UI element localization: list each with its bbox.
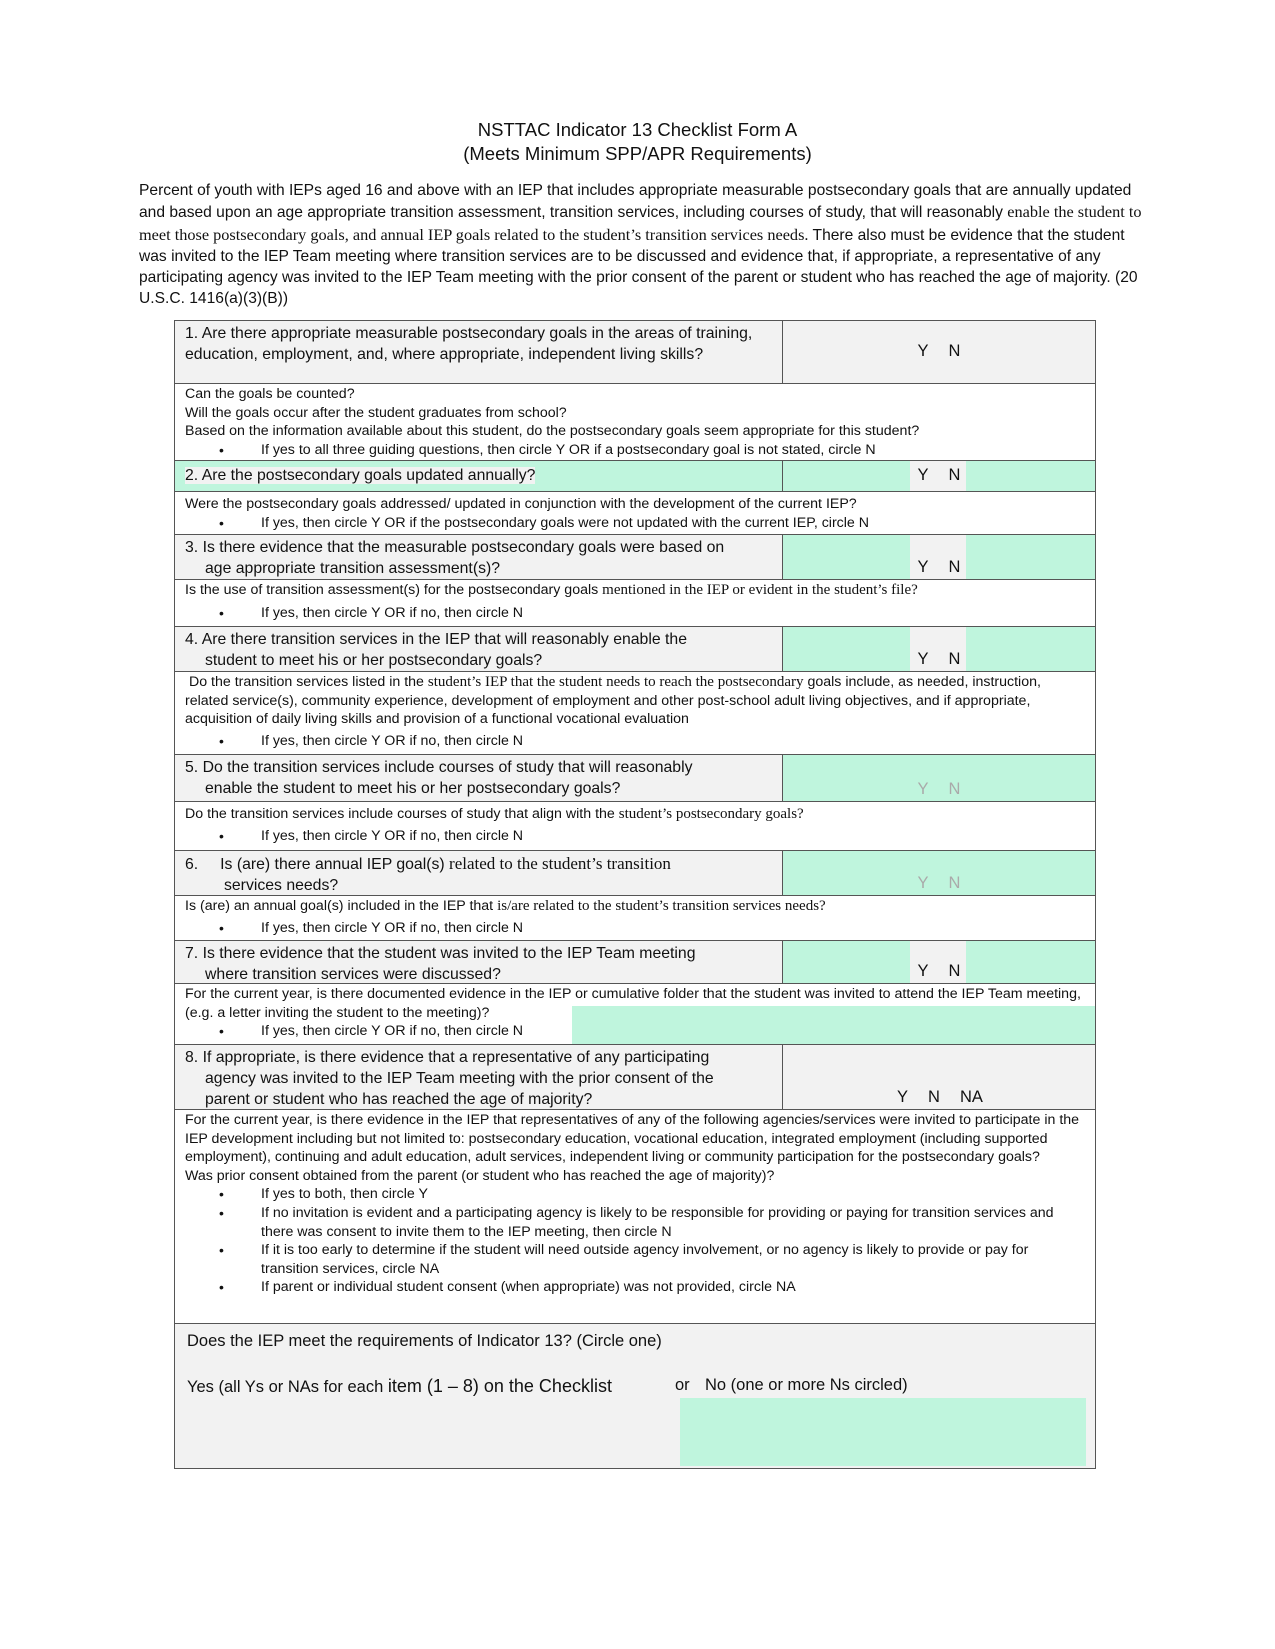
question-4-line2: student to meet his or her postsecondary goals? xyxy=(205,652,543,669)
answer-y[interactable]: Y xyxy=(917,341,929,360)
question-7-line1: 7. Is there evidence that the student was invited to the IEP Team meeting xyxy=(185,945,696,962)
guide-4-bullet: • If yes, then circle Y OR if no, then circle N xyxy=(233,732,1087,751)
guide-2-line: Were the postsecondary goals addressed/ updated in conjunction with the development of the current IEP? xyxy=(185,496,857,512)
guide-row-8 xyxy=(175,1110,1095,1323)
answer-cell-4[interactable] xyxy=(783,627,1095,671)
answer-y[interactable]: Y xyxy=(917,465,929,484)
question-6-text-a: Is (are) there annual IEP goal(s) xyxy=(220,856,445,873)
answer-y[interactable]: Y xyxy=(917,962,929,980)
question-3-text xyxy=(175,535,783,579)
guide-6-line xyxy=(185,897,1087,916)
question-6-number: 6. xyxy=(185,856,199,873)
answer-options-3[interactable] xyxy=(908,558,971,577)
answer-options-6[interactable] xyxy=(908,874,971,893)
question-row-7 xyxy=(175,941,1095,984)
answer-n[interactable]: N xyxy=(948,874,961,892)
guide-4-text-c: goals include, as needed, instruction, related service(s), community experience, development of employment and other post-school adult living objectives, and if appropriate, acquisition of daily living skills and provision of a functional vocational evaluation xyxy=(185,674,1041,728)
guide-5-text-a: Do the transition services include courses of study that align with the xyxy=(185,806,615,822)
answer-cell-7[interactable] xyxy=(783,941,1095,983)
guide-1-bullet: • If yes to all three guiding questions, then circle Y OR if a postsecondary goal is not stated, circle N xyxy=(233,441,1087,460)
question-8-line3: parent or student who has reached the age of majority? xyxy=(205,1091,593,1108)
guide-3-line xyxy=(185,581,1087,600)
guide-8-paragraph: For the current year, is there evidence in the IEP that representatives of any of the following agencies/services were invited to participate in the IEP development including but not limited to: postsecondary education, vocational education, integrated employment (including supported employment), continuing and adult education, adult services, independent living or community participation for the postsecondary goals? xyxy=(185,1112,1080,1166)
guide-row-5 xyxy=(175,802,1095,851)
guide-1-line: Will the goals occur after the student graduates from school? xyxy=(185,404,567,421)
question-5-text xyxy=(175,755,783,801)
intro-part2: enable the student to meet those postsecondary goals, and annual IEP goals related to the student’s transition services needs. xyxy=(139,202,1142,244)
question-7-text xyxy=(175,941,783,983)
guide-4-text-b: student’s IEP that the student needs to reach the postsecondary xyxy=(427,674,804,690)
final-or: or xyxy=(675,1376,690,1394)
question-1-text: 1. Are there appropriate measurable postsecondary goals in the areas of training, education, employment, and, where appropriate, independent living skills? xyxy=(175,321,783,383)
answer-options-1[interactable] xyxy=(908,342,971,361)
answer-cell-8[interactable] xyxy=(783,1045,1095,1109)
question-4-line1: 4. Are there transition services in the IEP that will reasonably enable the xyxy=(185,631,687,648)
answer-options-5[interactable] xyxy=(908,780,971,799)
guide-7-line: For the current year, is there documented evidence in the IEP or cumulative folder that the student was invited to attend the IEP Team meeting, (e.g. a letter inviting the student to the meeting)? xyxy=(185,986,1081,1021)
answer-y[interactable]: Y xyxy=(917,780,929,798)
answer-cell-3[interactable] xyxy=(783,535,1095,579)
question-row-1 xyxy=(175,321,1095,384)
answer-n[interactable]: N xyxy=(948,558,961,576)
guide-8-bullet: • If yes to both, then circle Y xyxy=(233,1185,1087,1204)
question-5-line1: 5. Do the transition services include courses of study that will reasonably xyxy=(185,759,693,776)
answer-y[interactable]: Y xyxy=(897,1088,909,1106)
guide-row-3 xyxy=(175,580,1095,627)
guide-8-bullet: • If no invitation is evident and a participating agency is likely to be responsible for providing or paying for transition services and there was consent to invite them to the IEP meeting, then circle N xyxy=(233,1204,1087,1241)
guide-6-text-b: is/are related to the student’s transition services needs? xyxy=(497,898,826,914)
guide-6-bullet: • If yes, then circle Y OR if no, then circle N xyxy=(233,919,1087,938)
guide-row-6 xyxy=(175,896,1095,941)
final-question: Does the IEP meet the requirements of Indicator 13? (Circle one) xyxy=(187,1332,662,1350)
question-row-2 xyxy=(175,461,1095,492)
guide-8-consent: Was prior consent obtained from the parent (or student who has reached the age of majority)? xyxy=(185,1167,775,1184)
final-no-option[interactable]: No (one or more Ns circled) xyxy=(705,1376,908,1394)
guide-4-text-a: Do the transition services listed in the xyxy=(188,674,424,690)
final-answer-area[interactable] xyxy=(680,1398,1086,1466)
question-8-text xyxy=(175,1045,783,1109)
answer-options-8[interactable] xyxy=(887,1088,993,1107)
question-6-line1 xyxy=(185,853,774,875)
question-row-8 xyxy=(175,1045,1095,1110)
answer-options-2[interactable] xyxy=(908,466,971,485)
guide-1-line: Can the goals be counted? xyxy=(185,386,355,402)
guide-3-text-a: Is the use of transition assessment(s) for the postsecondary goals xyxy=(185,582,599,598)
answer-y[interactable]: Y xyxy=(917,558,929,576)
guide-row-2 xyxy=(175,492,1095,535)
final-determination xyxy=(175,1323,1095,1468)
answer-n[interactable]: N xyxy=(948,465,961,484)
question-2-text xyxy=(175,461,783,491)
question-4-text xyxy=(175,627,783,671)
final-yes-option[interactable] xyxy=(187,1376,612,1397)
guide-5-text-b: student’s postsecondary goals? xyxy=(618,806,804,822)
question-3-line1: 3. Is there evidence that the measurable postsecondary goals were based on xyxy=(185,539,725,556)
final-yes-text-a: Yes (all Ys or NAs for each xyxy=(187,1378,384,1396)
guide-7-bullet: • If yes, then circle Y OR if no, then circle N xyxy=(233,1022,1087,1041)
answer-na[interactable]: NA xyxy=(959,1088,983,1106)
answer-cell-1[interactable] xyxy=(783,321,1095,383)
page-title: NSTTAC Indicator 13 Checklist Form A xyxy=(477,119,798,140)
answer-n[interactable]: N xyxy=(948,341,961,360)
question-6-line2: services needs? xyxy=(224,877,339,894)
guide-1-line: Based on the information available about this student, do the postsecondary goals seem appropriate for this student? xyxy=(185,423,920,440)
guide-5-line xyxy=(185,805,1087,824)
answer-y[interactable]: Y xyxy=(917,874,929,892)
question-2-label: 2. Are the postsecondary goals updated annually? xyxy=(185,467,536,484)
form-header xyxy=(0,118,1275,166)
guide-8-bullet: • If it is too early to determine if the student will need outside agency involvement, or no agency is likely to provide or pay for transition services, circle NA xyxy=(233,1241,1087,1278)
answer-y[interactable]: Y xyxy=(917,650,929,668)
guide-6-text-a: Is (are) an annual goal(s) included in the IEP that xyxy=(185,898,494,914)
answer-n[interactable]: N xyxy=(948,962,961,980)
answer-n[interactable]: N xyxy=(948,780,961,798)
intro-part3: There also must be evidence that the student was invited to the IEP Team meeting where transition services are to be discussed and evidence that, if appropriate, a representative of any participating agency was invited to the IEP Team meeting with the prior consent of the parent or student who has reached the age of majority. (20 U.S.C. 1416(a)(3)(B)) xyxy=(139,226,1138,308)
guide-row-7 xyxy=(175,984,1095,1045)
guide-row-4 xyxy=(175,672,1095,755)
question-5-line2: enable the student to meet his or her postsecondary goals? xyxy=(205,780,621,797)
question-6-text-b: related to the student’s transition xyxy=(449,854,671,873)
guide-3-bullet: • If yes, then circle Y OR if no, then circle N xyxy=(233,604,1087,623)
intro-part1: Percent of youth with IEPs aged 16 and above with an IEP that includes appropriate measurable postsecondary goals that are annually updated and based upon an age appropriate transition assessment, transition services, including courses of study, that will reasonably xyxy=(139,182,1132,222)
answer-n[interactable]: N xyxy=(928,1088,940,1106)
question-row-6 xyxy=(175,851,1095,896)
answer-cell-5[interactable] xyxy=(783,755,1095,801)
answer-options-4[interactable] xyxy=(908,650,971,669)
guide-4-paragraph xyxy=(185,673,1087,729)
guide-row-1 xyxy=(175,384,1095,461)
answer-cell-2[interactable] xyxy=(783,461,1095,491)
question-7-line2: where transition services were discussed? xyxy=(205,966,501,983)
question-3-line2: age appropriate transition assessment(s)? xyxy=(205,560,501,577)
guide-8-bullet: • If parent or individual student consent (when appropriate) was not provided, circle NA xyxy=(233,1278,1087,1297)
question-row-3 xyxy=(175,535,1095,580)
guide-5-bullet: • If yes, then circle Y OR if no, then circle N xyxy=(233,827,1087,846)
answer-cell-6[interactable] xyxy=(783,851,1095,895)
page-subtitle: (Meets Minimum SPP/APR Requirements) xyxy=(463,143,812,164)
question-8-line2: agency was invited to the IEP Team meeting with the prior consent of the xyxy=(205,1070,714,1087)
intro-paragraph xyxy=(139,180,1149,310)
question-6-text xyxy=(175,851,783,895)
question-8-line1: 8. If appropriate, is there evidence that a representative of any participating xyxy=(185,1049,710,1066)
checklist-table xyxy=(174,320,1096,1469)
answer-n[interactable]: N xyxy=(948,650,961,668)
guide-2-bullet: • If yes, then circle Y OR if the postsecondary goals were not updated with the current IEP, circle N xyxy=(233,514,1087,533)
final-yes-text-b: item (1 – 8) on the Checklist xyxy=(387,1376,612,1396)
question-row-5 xyxy=(175,755,1095,802)
guide-3-text-b: mentioned in the IEP or evident in the student’s file? xyxy=(602,582,918,598)
answer-options-7[interactable] xyxy=(908,962,971,981)
question-row-4 xyxy=(175,627,1095,672)
